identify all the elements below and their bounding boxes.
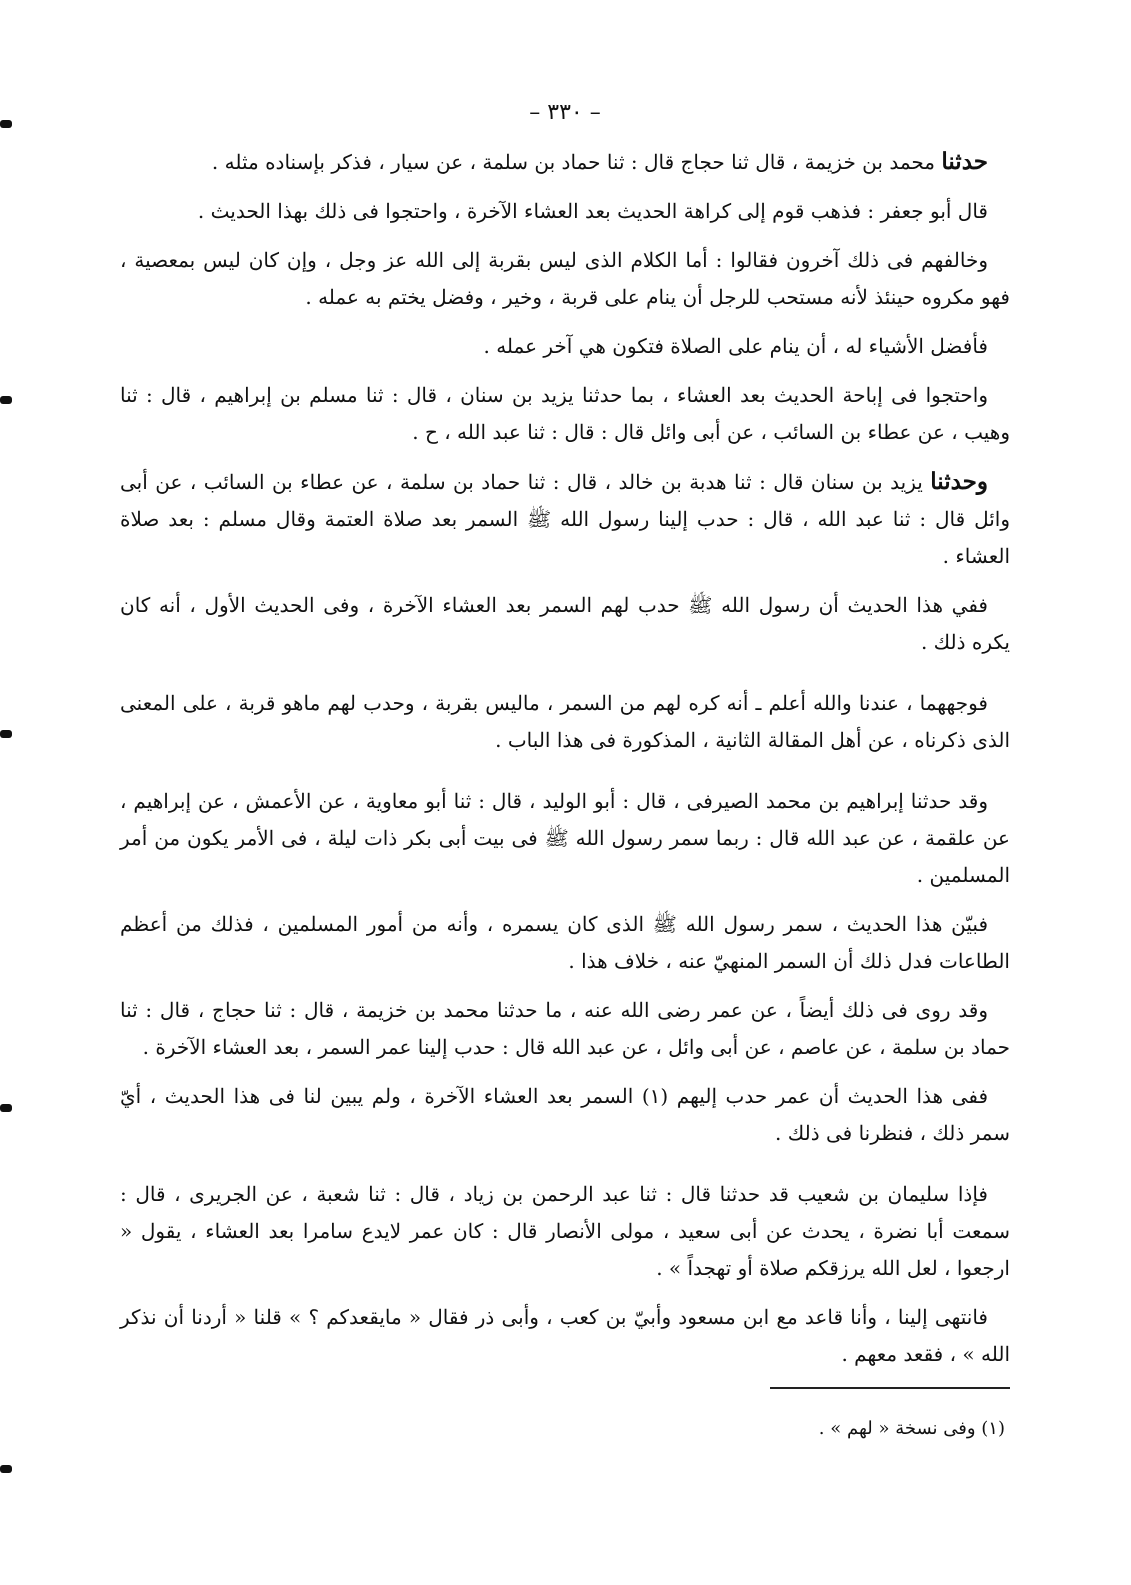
paragraph-text: فإذا سليمان بن شعيب قد حدثنا قال : ثنا عبد الرحمن بن زياد ، قال : ثنا شعبة ، عن الجريرى ، قال : سمعت أبا نضرة ، يحدث عن أبى سعيد ، مولى الأنصار قال : كان عمر لايدع سامرا بعد العشاء ، يقول « ارجعوا ، لعل الله يرزقكم صلاة أو تهجداً » . — [120, 1182, 1010, 1280]
paragraph-text: فأفضل الأشياء له ، أن ينام على الصلاة فتكون هي آخر عمله . — [483, 334, 988, 358]
page-number: – ٣٣٠ – — [529, 100, 601, 125]
paragraph — [120, 193, 1010, 230]
paragraph-text: وقد حدثنا إبراهيم بن محمد الصيرفى ، قال : أبو الوليد ، قال : ثنا أبو معاوية ، عن الأعمش ، عن إبراهيم ، عن علقمة ، عن عبد الله قال : ربما سمر رسول الله ﷺ فى بيت أبى بكر ذات ليلة ، فى الأمر يكون من أمر المسلمين . — [120, 789, 1010, 887]
paragraph-lead: وحدثنا — [930, 468, 988, 495]
paragraph-text: وقد روى فى ذلك أيضاً ، عن عمر رضى الله عنه ، ما حدثنا محمد بن خزيمة ، قال : ثنا حجاج ، قال : ثنا حماد بن سلمة ، عن عاصم ، عن أبى وائل ، عن عبد الله قال : حدب إلينا عمر السمر ، بعد العشاء الآخرة . — [120, 998, 1010, 1059]
paragraph-text: وخالفهم فى ذلك آخرون فقالوا : أما الكلام الذى ليس بقربة إلى الله عز وجل ، وإن كان ليس بمعصية ، فهو مكروه حينئذ لأنه مستحب للرجل أن ينام على قربة ، وخير ، وفضل يختم به عمله . — [120, 248, 1010, 309]
scan-edge-mark — [0, 730, 12, 738]
paragraph — [120, 143, 1010, 181]
footnote-divider — [770, 1387, 1010, 1389]
paragraph — [120, 685, 1010, 759]
paragraph-text: فوجههما ، عندنا والله أعلم ـ أنه كره لهم من السمر ، ماليس بقربة ، وحدب لهم ماهو قربة ، على المعنى الذى ذكرناه ، عن أهل المقالة الثانية ، المذكورة فى هذا الباب . — [120, 691, 1010, 752]
paragraph-text: يزيد بن سنان قال : ثنا هدبة بن خالد ، قال : ثنا حماد بن سلمة ، عن عطاء بن السائب ، عن أبى وائل قال : ثنا عبد الله ، قال : حدب إلينا رسول الله ﷺ السمر بعد صلاة العتمة وقال مسلم : بعد صلاة العشاء . — [120, 470, 1010, 568]
paragraph — [120, 1299, 1010, 1373]
scan-edge-mark — [0, 1465, 12, 1473]
paragraph-text: فانتهى إلينا ، وأنا قاعد مع ابن مسعود وأبيّ بن كعب ، وأبى ذر فقال « مايقعدكم ؟ » قلنا « أردنا أن نذكر الله » ، فقعد معهم . — [120, 1305, 1010, 1366]
paragraph — [120, 242, 1010, 316]
paragraph-text: محمد بن خزيمة ، قال ثنا حجاج قال : ثنا حماد بن سلمة ، عن سيار ، فذكر بإسناده مثله . — [211, 150, 942, 174]
scan-edge-mark — [0, 1104, 12, 1112]
paragraph — [120, 992, 1010, 1066]
paragraph-text: ففي هذا الحديث أن رسول الله ﷺ حدب لهم السمر بعد العشاء الآخرة ، وفى الحديث الأول ، أنه كان يكره ذلك . — [120, 593, 1010, 654]
scan-edge-mark — [0, 396, 12, 404]
footnote: (١) وفى نسخة « لهم » . — [818, 1418, 1005, 1439]
paragraph-text: فبيّن هذا الحديث ، سمر رسول الله ﷺ الذى كان يسمره ، وأنه من أمور المسلمين ، فذلك من أعظم الطاعات فدل ذلك أن السمر المنهيّ عنه ، خلاف هذا . — [120, 912, 1010, 973]
paragraph-text: واحتجوا فى إباحة الحديث بعد العشاء ، بما حدثنا يزيد بن سنان ، قال : ثنا مسلم بن إبراهيم ، قال : ثنا وهيب ، عن عطاء بن السائب ، عن أبى وائل قال : قال : ثنا عبد الله ، ح . — [120, 383, 1010, 444]
paragraph — [120, 328, 1010, 365]
paragraph — [120, 906, 1010, 980]
paragraph-text: قال أبو جعفر : فذهب قوم إلى كراهة الحديث بعد العشاء الآخرة ، واحتجوا فى ذلك بهذا الحديث . — [197, 199, 988, 223]
paragraph — [120, 587, 1010, 661]
paragraph — [120, 783, 1010, 894]
paragraph — [120, 377, 1010, 451]
document-page — [120, 100, 1010, 1385]
paragraph — [120, 1176, 1010, 1287]
paragraph — [120, 463, 1010, 575]
scan-edge-mark — [0, 120, 12, 128]
paragraph-lead: حدثنا — [941, 148, 988, 175]
paragraph — [120, 1078, 1010, 1152]
paragraph-text: ففى هذا الحديث أن عمر حدب إليهم (١) السمر بعد العشاء الآخرة ، ولم يبين لنا فى هذا الحديث ، أيّ سمر ذلك ، فنظرنا فى ذلك . — [120, 1084, 1010, 1145]
